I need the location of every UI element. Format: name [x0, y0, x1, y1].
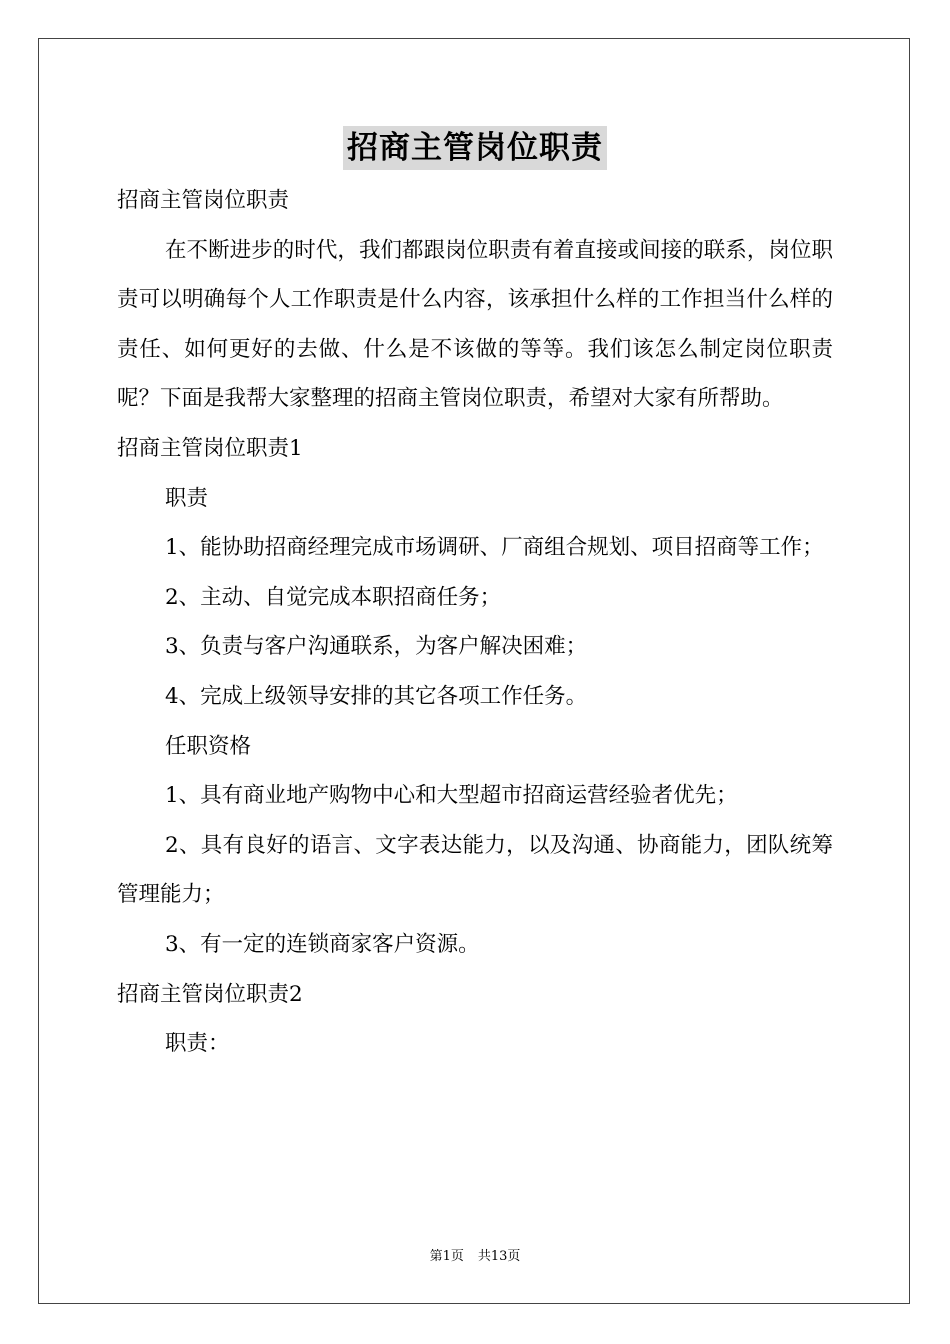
paragraph: 职责: [165, 485, 209, 511]
section-heading: 招商主管岗位职责1: [117, 435, 303, 461]
list-item: 4、完成上级领导安排的其它各项工作任务。: [165, 683, 588, 709]
section-heading: 招商主管岗位职责2: [117, 981, 303, 1007]
paragraph: 职责：: [165, 1031, 230, 1057]
title-container: [0, 126, 950, 170]
list-item: 1、具有商业地产购物中心和大型超市招商运营经验者优先；: [165, 783, 738, 809]
list-item: 2、具有良好的语言、文字表达能力，以及沟通、协商能力，团队统筹管理能力；: [117, 832, 833, 908]
page-footer: [0, 1247, 950, 1267]
document-title: 招商主管岗位职责: [343, 126, 607, 170]
paragraph: 任职资格: [165, 733, 252, 759]
list-item: 3、有一定的连锁商家客户资源。: [165, 931, 480, 957]
page-number: 第1页: [429, 1249, 464, 1264]
paragraph: 在不断进步的时代，我们都跟岗位职责有着直接或间接的联系，岗位职责可以明确每个人工作职责是什么内容，该承担什么样的工作担当什么样的责任、如何更好的去做、什么是不该做的等等。我们该怎么制定岗位职责呢？下面是我帮大家整理的招商主管岗位职责，希望对大家有所帮助。: [117, 237, 833, 412]
paragraph: 招商主管岗位职责: [117, 188, 290, 213]
list-item: 3、负责与客户沟通联系，为客户解决困难；: [165, 634, 588, 660]
list-item: 2、主动、自觉完成本职招商任务；: [165, 584, 502, 610]
document-body: [117, 176, 833, 1069]
page-total: 共13页: [477, 1249, 521, 1264]
list-item: 1、能协助招商经理完成市场调研、厂商组合规划、项目招商等工作；: [165, 535, 824, 561]
